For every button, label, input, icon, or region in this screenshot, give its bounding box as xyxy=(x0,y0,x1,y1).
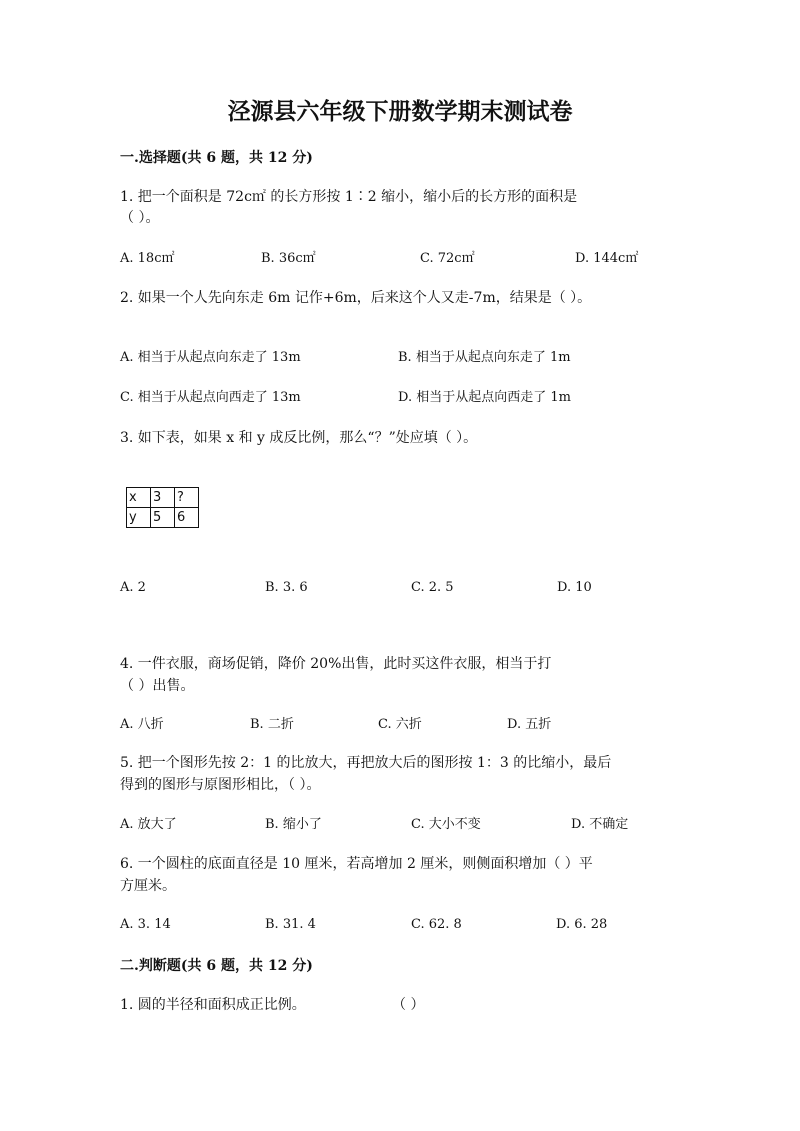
q6-option-b: B. 31. 4 xyxy=(265,917,316,932)
q1-option-b: B. 36c㎡ xyxy=(261,251,316,266)
question-4-text: 4. 一件衣服，商场促销，降价 20%出售，此时买这件衣服，相当于打 xyxy=(120,656,552,672)
table-cell: 3 xyxy=(151,488,175,508)
table-row xyxy=(127,488,199,508)
q6-option-c: C. 62. 8 xyxy=(411,917,462,932)
q4-option-a: A. 八折 xyxy=(120,717,164,732)
section-heading-judgement: 二.判断题(共 6 题，共 12 分) xyxy=(120,958,313,974)
question-1-text: 1. 把一个面积是 72c㎡ 的长方形按 1∶2 缩小，缩小后的长方形的面积是 xyxy=(120,189,578,205)
q6-option-a: A. 3. 14 xyxy=(120,917,171,932)
section-heading-choice: 一.选择题(共 6 题，共 12 分) xyxy=(120,150,313,166)
q5-option-a: A. 放大了 xyxy=(120,817,177,832)
q1-option-d: D. 144c㎡ xyxy=(575,251,639,266)
q3-option-b: B. 3. 6 xyxy=(265,580,308,595)
q3-option-c: C. 2. 5 xyxy=(411,580,454,595)
q4-option-b: B. 二折 xyxy=(250,717,294,732)
judgement-question-1-blank: （ ） xyxy=(392,997,425,1013)
table-cell: x xyxy=(127,488,151,508)
q3-option-d: D. 10 xyxy=(557,580,592,595)
q5-option-c: C. 大小不变 xyxy=(411,817,481,832)
question-3-text: 3. 如下表，如果 x 和 y 成反比例，那么“？”处应填（ ）。 xyxy=(120,430,478,446)
q4-option-c: C. 六折 xyxy=(378,717,422,732)
q4-option-d: D. 五折 xyxy=(507,717,552,732)
judgement-question-1-text: 1. 圆的半径和面积成正比例。 xyxy=(120,997,306,1013)
q1-option-c: C. 72c㎡ xyxy=(420,251,475,266)
q3-option-a: A. 2 xyxy=(120,580,146,595)
q2-option-d: D. 相当于从起点向西走了 1m xyxy=(398,390,571,405)
q2-option-b: B. 相当于从起点向东走了 1m xyxy=(398,350,571,365)
q2-option-a: A. 相当于从起点向东走了 13m xyxy=(120,350,301,365)
table-cell: 6 xyxy=(175,508,199,528)
question-6-text-line2: 方厘米。 xyxy=(120,878,176,894)
q5-option-b: B. 缩小了 xyxy=(265,817,322,832)
table-cell: y xyxy=(127,508,151,528)
question-2-text: 2. 如果一个人先向东走 6m 记作+6m，后来这个人又走-7m，结果是（ ）。 xyxy=(120,290,592,306)
q6-option-d: D. 6. 28 xyxy=(556,917,608,932)
q5-option-d: D. 不确定 xyxy=(571,817,629,832)
q1-option-a: A. 18c㎡ xyxy=(120,251,175,266)
question-5-text-line2: 得到的图形与原图形相比，（ ）。 xyxy=(120,777,321,793)
question-4-blank: （ ）出售。 xyxy=(120,678,195,694)
question-1-blank: （ ）。 xyxy=(120,210,160,226)
table-row xyxy=(127,508,199,528)
question-6-text: 6. 一个圆柱的底面直径是 10 厘米，若高增加 2 厘米，则侧面积增加（ ）平 xyxy=(120,856,593,872)
q2-option-c: C. 相当于从起点向西走了 13m xyxy=(120,390,301,405)
table-cell: 5 xyxy=(151,508,175,528)
question-5-text: 5. 把一个图形先按 2：1 的比放大，再把放大后的图形按 1：3 的比缩小，最后 xyxy=(120,755,612,771)
table-cell: ? xyxy=(175,488,199,508)
xy-table xyxy=(126,487,199,528)
page-title: 泾源县六年级下册数学期末测试卷 xyxy=(227,98,573,125)
